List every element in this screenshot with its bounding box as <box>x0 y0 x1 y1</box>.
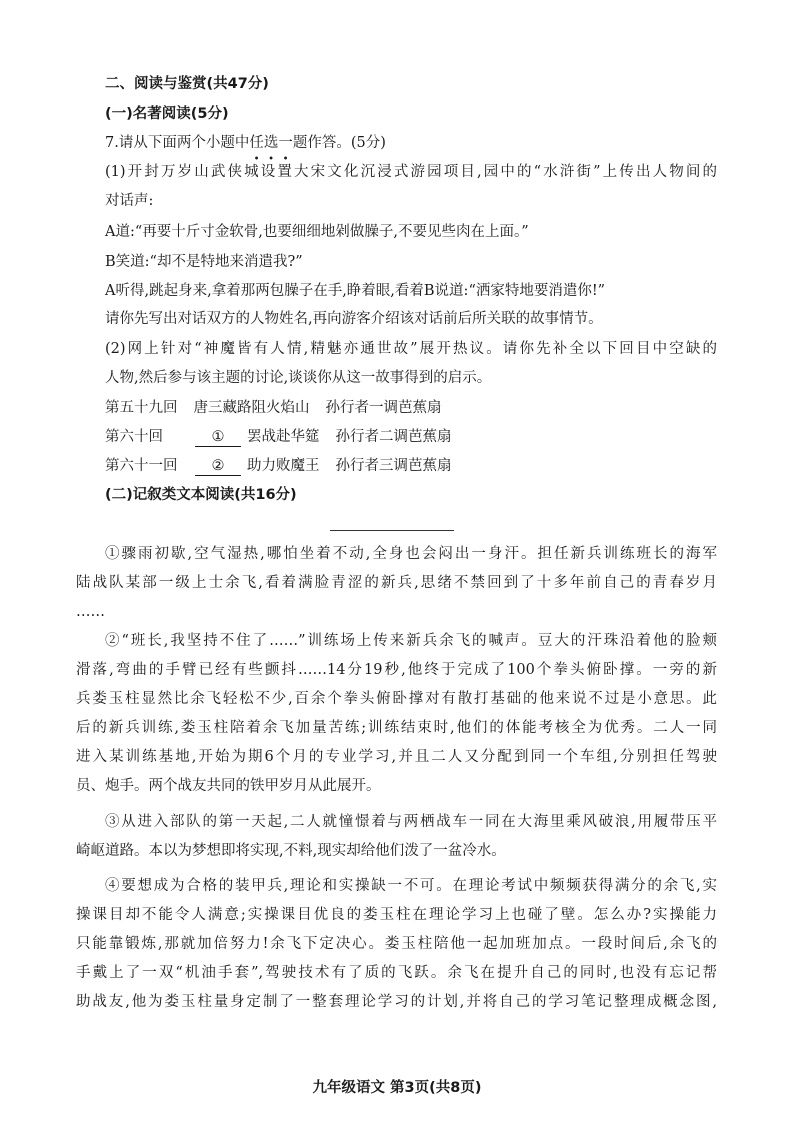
chapter-number: 第六十一回 <box>105 458 178 474</box>
sub1-task: 请你先写出对话双方的人物姓名,再向游客介绍该对话前后所关联的故事情节。 <box>105 311 603 327</box>
dialog-a: A道:“再要十斤寸金软骨,也要细细地剁做臊子,不要见些肉在上面。” <box>105 224 529 240</box>
answer-blank: ① <box>195 429 241 447</box>
sub2-line: (2)网上针对“神魔皆有人情,精魅亦通世故”展开热议。请你先补全以下回目中空缺的 <box>105 341 717 357</box>
passage-line: ①骤雨初歇,空气湿热,哪怕坐着不动,全身也会闷出一身汗。担任新兵训练班长的海军 <box>105 546 717 562</box>
part-two-title: (二)记叙类文本阅读(共16分) <box>105 487 297 503</box>
chapter-left-title: 唐三藏路阻火焰山 <box>193 400 310 416</box>
passage-line: 陆战队某部一级上士余飞,看着满脸青涩的新兵,思绪不禁回到了十多年前自己的青春岁月 <box>76 575 717 591</box>
answer-blank: ② <box>195 458 241 476</box>
passage-line: 只能靠锻炼,那就加倍努力!余飞下定决心。娄玉柱陪他一起加班加点。一段时间后,余飞的 <box>76 936 717 952</box>
passage-line: …… <box>76 604 105 620</box>
passage-line: 助战友,他为娄玉柱量身定制了一整套理论学习的计划,并将自己的学习笔记整理成概念图, <box>76 994 717 1010</box>
chapter-row <box>105 427 452 447</box>
page-footer: 九年级语文 第3页(共8页) <box>312 1080 482 1096</box>
passage-line: 进入某训练基地,开始为期6个月的专业学习,并且二人又分配到同一个车组,分别担任驾驶 <box>76 749 717 765</box>
passage-line: 崎岖道路。本以为梦想即将实现,不料,现实却给他们泼了一盆冷水。 <box>76 843 506 859</box>
passage-line: 后的新兵训练,娄玉柱陪着余飞加量苦练;训练结束时,他们的体能考核全为优秀。二人一同 <box>76 720 717 736</box>
passage-line: ②“班长,我坚持不住了……”训练场上传来新兵余飞的喊声。豆大的汗珠沿着他的脸颊 <box>105 633 717 649</box>
q7-stem-after: 题作答。(5分) <box>292 135 386 151</box>
chapter-right-title: 孙行者二调芭蕉扇 <box>335 429 452 445</box>
dialog-b: B笑道:“却不是特地来消遣我?” <box>105 254 303 270</box>
q7-emph-char: 任 <box>249 135 264 151</box>
passage-title-rule <box>330 530 454 531</box>
passage-line: 员、炮手。两个战友共同的铁甲岁月从此展开。 <box>76 778 381 794</box>
q7-emph-char: 一 <box>278 135 293 151</box>
passage-line: 滑落,弯曲的手臂已经有些颤抖……14分19秒,他终于完成了100个拳头俯卧撑。一旁的新 <box>76 662 717 678</box>
chapter-right-title: 孙行者三调芭蕉扇 <box>335 458 452 474</box>
passage-line: ④要想成为合格的装甲兵,理论和实操缺一不可。在理论考试中频频获得满分的余飞,实 <box>105 878 717 894</box>
chapter-right-title: 孙行者一调芭蕉扇 <box>325 400 442 416</box>
chapter-row <box>105 456 452 476</box>
dialog-c: A听得,跳起身来,拿着那两包臊子在手,睁着眼,看着B说道:“洒家特地要消遣你!” <box>105 283 606 299</box>
q7-emph-char: 选 <box>263 135 279 151</box>
chapter-left-title: 助力败魔王 <box>247 458 320 474</box>
sub1-line: 对话声: <box>105 193 154 209</box>
q7-stem-before: 7.请从下面两个小题中 <box>105 135 250 151</box>
passage-line: 手戴上了一双“机油手套”,驾驶技术有了质的飞跃。余飞在提升自己的同时,也没有忘记帮 <box>76 965 717 981</box>
section-title: 二、阅读与鉴赏(共47分) <box>105 76 269 92</box>
sub1-line: (1)开封万岁山武侠城设置大宋文化沉浸式游园项目,园中的“水浒街”上传出人物间的 <box>105 164 717 180</box>
question-7-stem <box>105 133 386 153</box>
passage-line: 操课目却不能令人满意;实操课目优良的娄玉柱在理论学习上也碰了壁。怎么办?实操能力 <box>76 907 717 923</box>
sub2-line: 人物,然后参与该主题的讨论,谈谈你从这一故事得到的启示。 <box>105 370 492 386</box>
chapter-number: 第六十回 <box>105 429 163 445</box>
part-one-title: (一)名著阅读(5分) <box>105 106 229 122</box>
chapter-number: 第五十九回 <box>105 400 178 416</box>
chapter-left-title: 罢战赴华筵 <box>247 429 320 445</box>
passage-line: ③从进入部队的第一天起,二人就憧憬着与两栖战车一同在大海里乘风破浪,用履带压平 <box>105 814 717 830</box>
passage-line: 兵娄玉柱显然比余飞轻松不少,百余个拳头俯卧撑对有散打基础的他来说不过是小意思。此 <box>76 691 717 707</box>
chapter-row <box>105 398 442 418</box>
